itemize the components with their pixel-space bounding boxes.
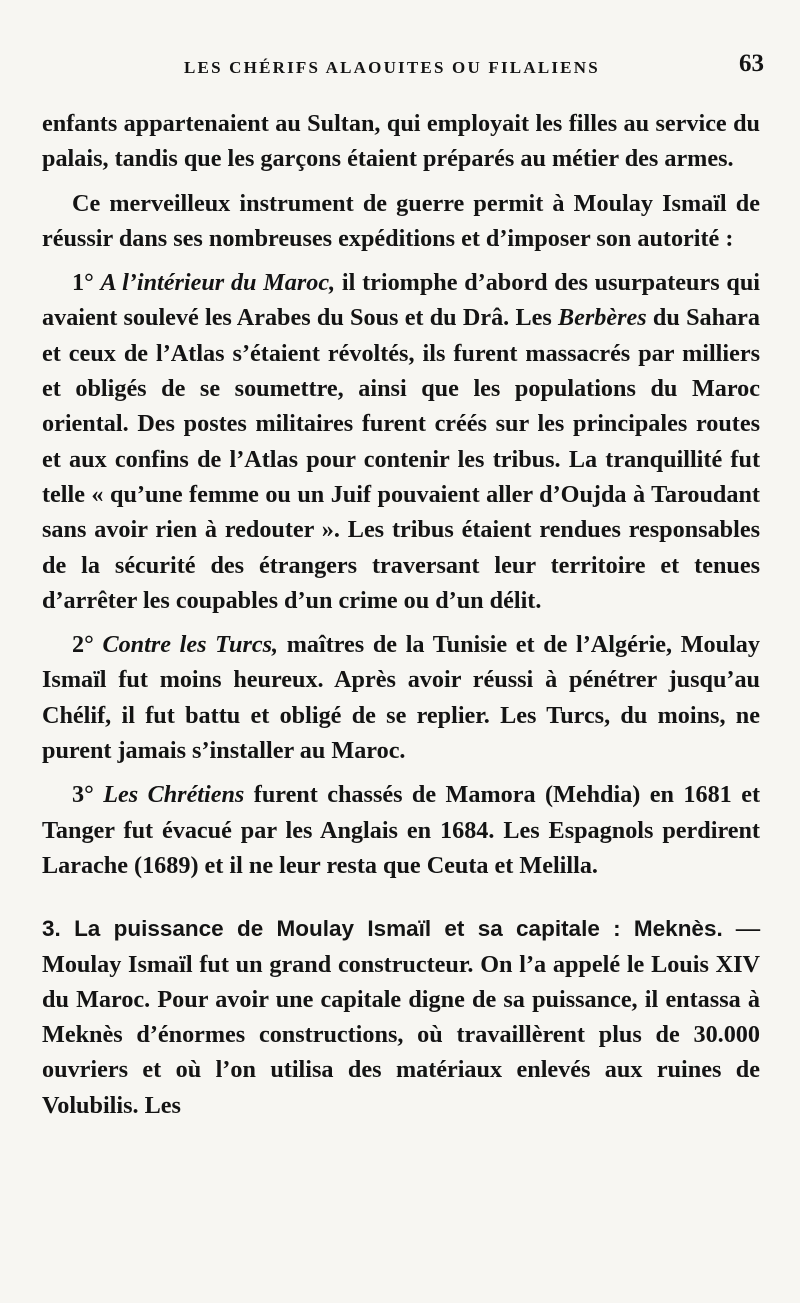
section-3 [42, 911, 760, 1123]
paragraph-2: Ce merveilleux instrument de guerre permit à Moulay Ismaïl de réussir dans ses nombreuses expéditions et d’imposer son autorité : [42, 189, 760, 252]
paragraph-1: enfants appartenaient au Sultan, qui employait les filles au service du palais, tandis que les garçons étaient préparés au métier des armes. [42, 110, 760, 173]
page-number: 63 [739, 50, 764, 77]
running-title: LES CHÉRIFS ALAOUITES OU FILALIENS [184, 58, 600, 77]
subheading-turcs: Contre les Turcs, [102, 631, 279, 659]
paragraph-3-text-a: il triomphe d’abord des usurpateurs qui avaient soulevé les Arabes du Sous et du Drâ. Les [42, 269, 760, 332]
paragraph-4 [42, 627, 760, 768]
paragraph-3-text-b: du Sahara et ceux de l’Atlas s’étaient révoltés, ils furent massacrés par milliers et obligés de se soumettre, ainsi que les populations du Maroc oriental. Des postes militaires furent créés sur les principales routes et aux confins de l’Atlas pour contenir les tribus. La tranquillité fut telle « qu’une femme ou un Juif pouvaient aller d’Oujda à Taroudant sans avoir rien à redouter ». Les tribus étaient rendues responsables de la sécurité des étrangers traversant leur territoire et tenues d’arrêter les coupables d’un crime ou d’un délit. [42, 304, 760, 614]
subheading-interieur: A l’intérieur du Maroc, [100, 269, 336, 297]
list-number-1: 1° [72, 269, 94, 297]
term-berberes: Berbères [558, 304, 647, 332]
subheading-chretiens: Les Chrétiens [103, 781, 245, 809]
running-header [160, 50, 764, 90]
section-3-heading: 3. La puissance de Moulay Ismaïl et sa capitale : Meknès. [42, 916, 723, 942]
list-number-3: 3° [72, 781, 94, 809]
paragraph-4-text: maîtres de la Tunisie et de l’Algérie, Moulay Ismaïl fut moins heureux. Après avoir réussi à pénétrer jusqu’au Chélif, il fut battu et obligé de se replier. Les Turcs, du moins, ne purent jamais s’installer au Maroc. [42, 631, 760, 765]
paragraph-3 [42, 265, 760, 618]
paragraph-5 [42, 777, 760, 883]
paragraph-5-text: furent chassés de Mamora (Mehdia) en 1681 et Tanger fut évacué par les Anglais en 1684. Les Espagnols perdirent Larache (1689) et il ne leur resta que Ceuta et Melilla. [42, 781, 760, 879]
body-text [42, 106, 760, 1123]
list-number-2: 2° [72, 631, 94, 659]
section-3-text: — Moulay Ismaïl fut un grand constructeur. On l’a appelé le Louis XIV du Maroc. Pour avoir une capitale digne de sa puissance, il entassa à Meknès d’énormes constructions, où travaillèrent plus de 30.000 ouvriers et où l’on utilisa des matériaux enlevés aux ruines de Volubilis. Les [42, 915, 760, 1119]
